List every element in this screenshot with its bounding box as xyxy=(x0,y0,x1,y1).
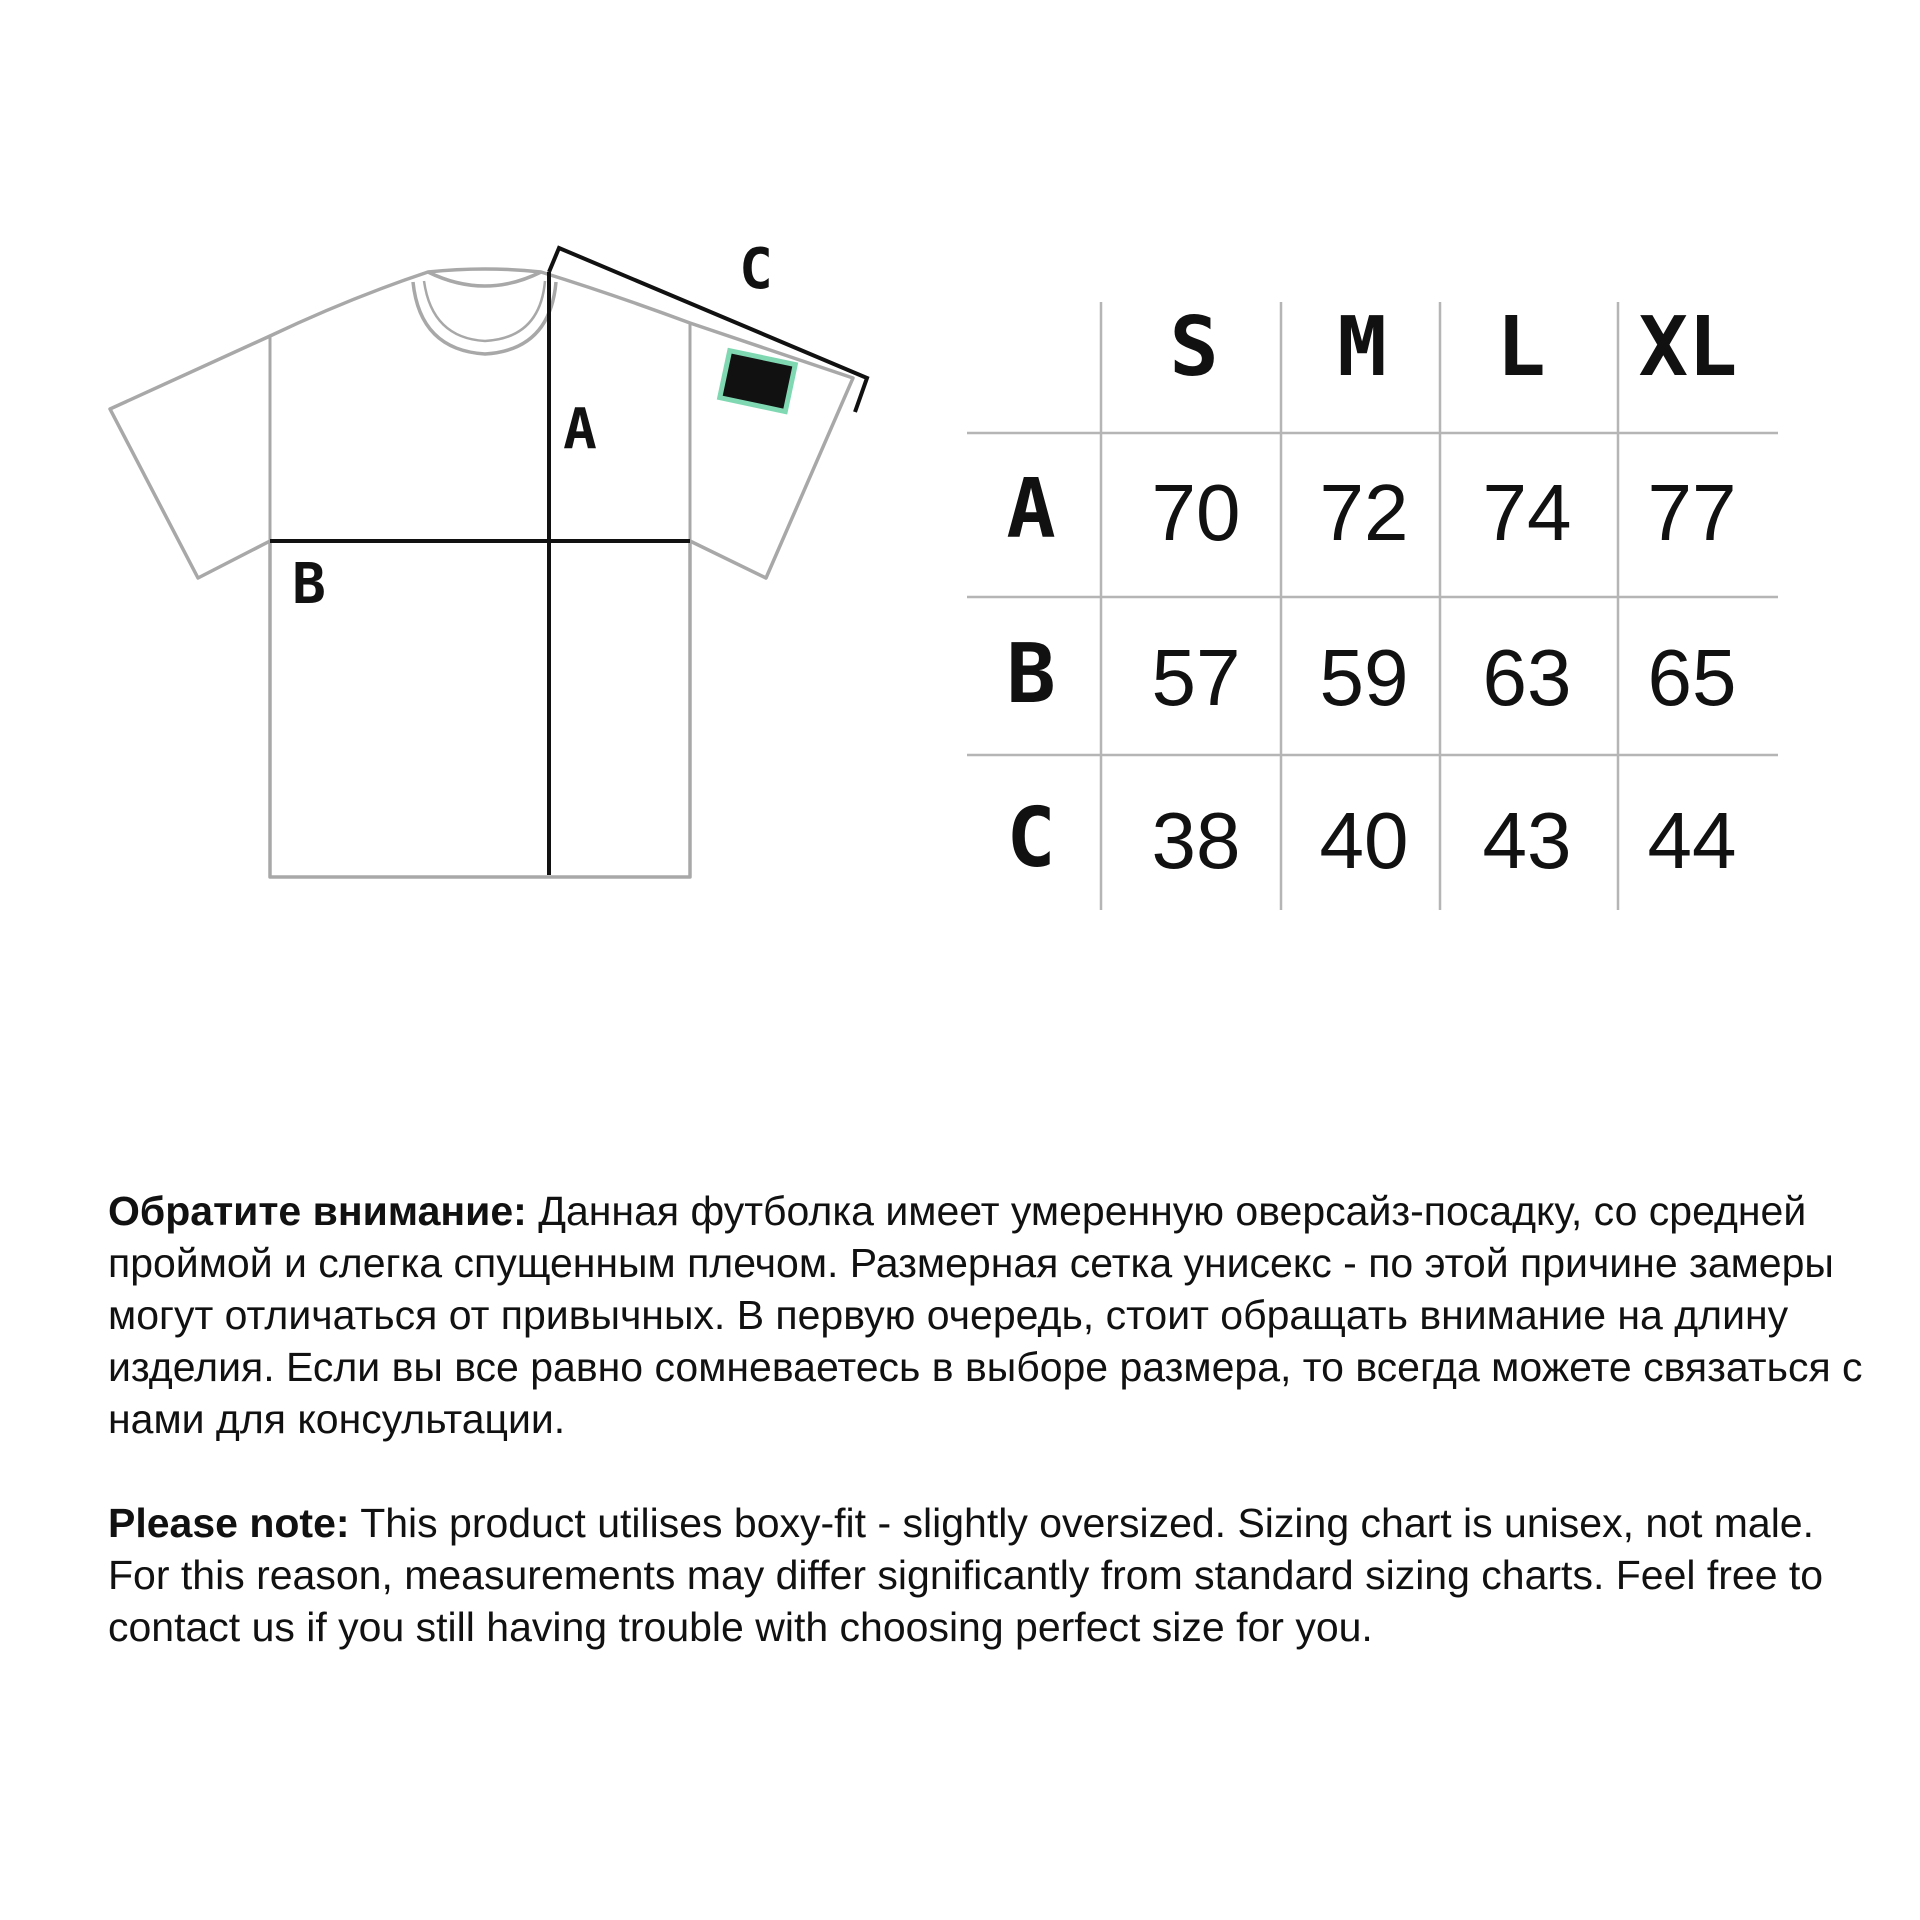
note-russian xyxy=(108,1185,1868,1445)
table-cell: 63 xyxy=(1482,633,1572,722)
table-row-label: C xyxy=(1006,791,1056,886)
label-b: B xyxy=(292,552,326,617)
tshirt-collar-inner xyxy=(424,281,545,341)
table-header-cell: M xyxy=(1337,300,1387,395)
tag-icon xyxy=(720,351,796,412)
label-c: C xyxy=(739,237,773,302)
table-header-cell: XL xyxy=(1638,300,1738,395)
table-cell: 43 xyxy=(1482,796,1572,885)
note-english xyxy=(108,1497,1868,1653)
note-english-heading: Please note: xyxy=(108,1500,350,1546)
table-cell: 72 xyxy=(1319,468,1409,557)
table-row-label: A xyxy=(1006,462,1056,557)
tshirt-diagram xyxy=(110,237,867,877)
table-cell: 57 xyxy=(1151,633,1241,722)
size-table xyxy=(967,300,1778,910)
tshirt-collar xyxy=(413,282,556,354)
table-cell: 59 xyxy=(1319,633,1409,722)
table-cell: 74 xyxy=(1482,468,1572,557)
table-cell: 70 xyxy=(1151,468,1241,557)
table-cell: 44 xyxy=(1647,796,1737,885)
label-a: A xyxy=(563,397,597,462)
table-cell: 38 xyxy=(1151,796,1241,885)
tshirt-neckline xyxy=(428,272,541,286)
table-row-label: B xyxy=(1006,627,1056,722)
table-cell: 65 xyxy=(1647,633,1737,722)
note-english-body: This product utilises boxy-fit - slightly oversized. Sizing chart is unisex, not male. For this reason, measurements may differ significantly from standard sizing charts. Feel free to contact us if you still having trouble with choosing perfect size for you. xyxy=(108,1500,1824,1650)
note-russian-heading: Обратите внимание: xyxy=(108,1188,527,1234)
note-russian-body: Данная футболка имеет умеренную оверсайз-посадку, со средней проймой и слегка спущенным плечом. Размерная сетка унисекс - по этой причине замеры могут отличаться от привычных. В первую очередь, стоит обращать внимание на длину изделия. Если вы все равно сомневаетесь в выборе размера, то всегда можете связаться с нами для консультации. xyxy=(108,1188,1863,1442)
table-cell: 77 xyxy=(1647,468,1737,557)
table-header-cell: L xyxy=(1496,300,1546,395)
table-cell: 40 xyxy=(1319,796,1409,885)
table-header-cell: S xyxy=(1169,300,1219,395)
